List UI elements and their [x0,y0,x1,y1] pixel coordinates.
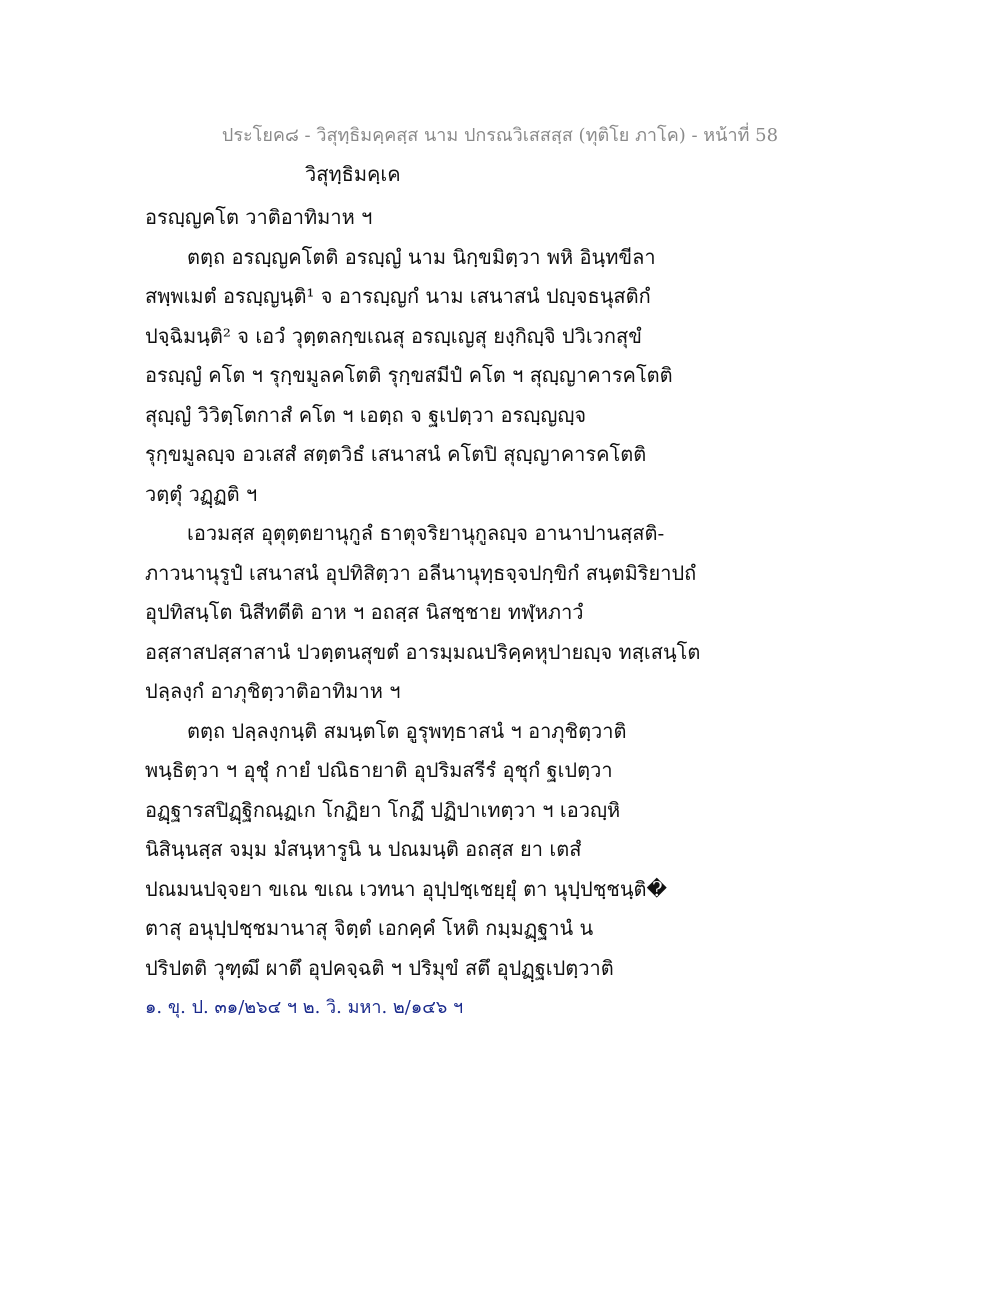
text-line-1: อรญฺญคโต วาติอาทิมาห ฯ [145,205,373,229]
text-line-5: อรญฺญํ คโต ฯ รุกฺขมูลคโตติ รุกฺขสมีปํ คโต ฯ สุญฺญาคารคโตติ [145,363,673,387]
text-line-3: สพฺพเมตํ อรญฺญนฺติ¹ จ อารญฺญกํ นาม เสนาสนํ ปญฺจธนุสติกํ [145,284,651,308]
text-line-12: อสฺสาสปสฺสาสานํ ปวตฺตนสุขตํ อารมฺมณปริคฺคหุปายญฺจ ทสฺเสนฺโต [145,639,701,664]
text-line-8: วตฺตุํ วฏฺฏติ ฯ [145,481,258,506]
text-line-4: ปจฺฉิมนฺติ² จ เอวํ วุตฺตลกฺขเณสุ อรญฺเญสุ ยงฺกิญฺจิ ปวิเวกสุขํ [145,323,642,348]
text-line-16: อฏฺฐารสปิฏฺฐิกณฺฏเก โกฏิยา โกฏึ ปฏิปาเทตฺวา ฯ เอวญฺหิ [145,797,621,822]
text-line-6: สุญฺญํ วิวิตฺโตกาสํ คโต ฯ เอตฺถ จ ฐเปตฺวา อรญฺญญฺจ [145,402,587,427]
body-text [145,198,865,988]
text-line-15: พนฺธิตฺวา ฯ อุชุํ กายํ ปณิธายาติ อุปริมสรีรํ อุชุกํ ฐเปตฺวา [145,758,613,782]
text-line-10: ภาวนานุรูปํ เสนาสนํ อุปทิสิตฺวา อลีนานุทฺธจฺจปกฺขิกํ สนฺตมิริยาปถํ [145,560,697,585]
page-header: ประโยค๘ - วิสุทฺธิมคฺคสฺส นาม ปกรณวิเสสสฺส (ทุติโย ภาโค) - หน้าที่ 58 [221,125,779,146]
footnote: ๑. ขุ. ป. ๓๑/๒๖๔ ฯ ๒. วิ. มหา. ๒/๑๔๖ ฯ [145,997,464,1018]
text-line-11: อุปทิสนฺโต นิสีทตีติ อาห ฯ อถสฺส นิสชฺชาย ทฬฺหภาวํ [145,600,584,624]
text-line-14: ตตฺถ ปลฺลงฺกนฺติ สมนฺตโต อูรุพทฺธาสนํ ฯ อาภุชิตฺวาติ [187,718,627,743]
text-line-2: ตตฺถ อรญฺญคโตติ อรญฺญํ นาม นิกฺขมิตฺวา พหิ อินฺทขีลา [187,244,656,269]
text-line-9: เอวมสฺส อุตุตฺตยานุกูลํ ธาตุจริยานุกูลญฺจ อานาปานสฺสติ- [187,521,665,545]
text-line-18: ปณมนปจฺจยา ขเณ ขเณ เวทนา อุปฺปชฺเชยฺยุํ ตา นุปฺปชฺชนฺติ� [145,876,668,901]
text-line-19: ตาสุ อนุปฺปชฺชมานาสุ จิตฺตํ เอกคฺคํ โหติ กมฺมฏฺฐานํ น [145,916,594,940]
text-line-13: ปลฺลงฺกํ อาภุชิตฺวาติอาทิมาห ฯ [145,679,401,703]
text-line-7: รุกฺขมูลญฺจ อวเสสํ สตฺตวิธํ เสนาสนํ คโตปิ สุญฺญาคารคโตติ [145,442,647,466]
text-line-20: ปริปตติ วุฑฺฒึ ผาตึ อุปคจฺฉติ ฯ ปริมุขํ สตึ อุปฏฺฐเปตฺวาติ [145,955,614,980]
section-title: วิสุทฺธิมคฺเค [305,162,401,186]
text-line-17: นิสินฺนสฺส จมฺม มํสนฺหารูนิ น ปณมนฺติ อถสฺส ยา เตสํ [145,837,582,861]
